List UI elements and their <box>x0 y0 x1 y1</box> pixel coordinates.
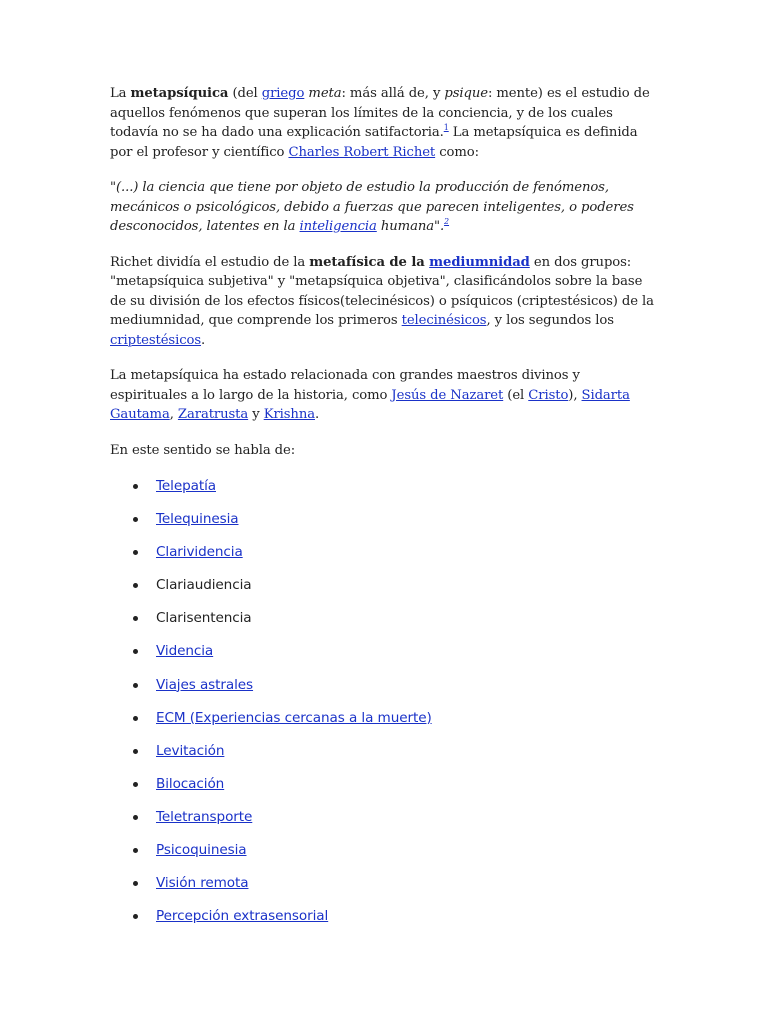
bullet-icon <box>133 914 138 919</box>
topic-label[interactable]: Telequinesia <box>156 511 239 528</box>
bullet-icon <box>133 716 138 721</box>
bullet-icon <box>133 683 138 688</box>
bullet-icon <box>133 749 138 754</box>
topic-label[interactable]: Psicoquinesia <box>156 842 247 859</box>
text: y <box>248 407 264 422</box>
list-item <box>110 774 654 807</box>
topic-label: Clariaudiencia <box>156 577 252 594</box>
text: La <box>110 86 131 101</box>
topics-list <box>110 476 654 939</box>
text: La metapsíquica es definida por el profesor y científico <box>110 125 638 160</box>
term-psique: psique <box>444 86 488 101</box>
text: Richet dividía el estudio de la <box>110 254 310 270</box>
text: ), <box>568 387 582 403</box>
link-sidarta-gautama[interactable]: Sidarta Gautama <box>110 387 630 422</box>
masters-paragraph <box>110 366 654 425</box>
list-item <box>110 873 654 906</box>
topic-label[interactable]: Videncia <box>156 643 214 660</box>
footnote-2[interactable]: 2 <box>444 217 450 226</box>
link-inteligencia[interactable]: inteligencia <box>299 219 377 234</box>
link-zaratrusta[interactable]: Zaratrusta <box>177 407 249 422</box>
list-item <box>110 509 654 542</box>
link-cristo[interactable]: Cristo <box>528 387 569 403</box>
bullet-icon <box>133 517 138 522</box>
topic-label[interactable]: Levitación <box>156 742 225 759</box>
bullet-icon <box>133 848 138 853</box>
footnote-1[interactable]: 1 <box>443 123 449 132</box>
text: (el <box>503 387 529 403</box>
list-item <box>110 741 654 774</box>
bullet-icon <box>133 649 138 654</box>
text: "(...) la ciencia que tiene por objeto de estudio la producción de fenómenos, mecánicos o psicológicos, debido a fuerzas que parecen inteligentes, o poderes desconocidos, latentes en la <box>110 180 634 234</box>
topic-label[interactable]: Percepción extrasensorial <box>156 908 329 925</box>
bullet-icon <box>133 616 138 621</box>
link-jesus-de-nazaret[interactable]: Jesús de Nazaret <box>391 387 504 403</box>
bullet-icon <box>133 881 138 886</box>
list-item <box>110 807 654 840</box>
list-item <box>110 708 654 741</box>
text: . <box>201 332 206 348</box>
link-krishna[interactable]: Krishna <box>263 407 315 422</box>
topic-label[interactable]: Teletransporte <box>156 808 253 825</box>
list-item <box>110 675 654 708</box>
text: : mente) es el estudio de aquellos fenómenos que superan los límites de la conciencia, y de los cuales todavía no se ha dado una explicación satifactoria. <box>110 86 650 140</box>
topic-label: Clarisentencia <box>156 610 252 627</box>
article-body <box>110 84 654 939</box>
bullet-icon <box>133 782 138 787</box>
intro-paragraph <box>110 84 654 162</box>
topic-label[interactable]: Bilocación <box>156 775 225 792</box>
list-item <box>110 840 654 873</box>
text: (del <box>228 86 262 101</box>
topic-label[interactable]: Telepatía <box>156 478 216 494</box>
text: , y los segundos los <box>486 313 614 328</box>
richet-quote <box>110 178 654 237</box>
list-item <box>110 542 654 575</box>
term-metapsiquica: metapsíquica <box>130 86 229 101</box>
text: en dos grupos: "metapsíquica subjetiva" y "metapsíquica objetiva", clasificándolos sobre la base de su división de los efectos físicos(telecinésicos) o psíquicos (criptestésicos) de la mediumnidad, que comprende los primeros <box>110 254 654 328</box>
text: . <box>314 407 320 422</box>
topic-label[interactable]: Visión remota <box>156 875 249 892</box>
term-meta: meta <box>308 86 342 101</box>
link-criptestesicos[interactable]: criptestésicos <box>110 332 202 348</box>
text: : más allá de, y <box>341 86 445 101</box>
bullet-icon <box>133 550 138 555</box>
richet-division-paragraph <box>110 253 654 351</box>
bullet-icon <box>133 583 138 588</box>
link-charles-robert-richet[interactable]: Charles Robert Richet <box>288 144 436 160</box>
topic-label[interactable]: Viajes astrales <box>156 676 254 693</box>
term-metafisica <box>309 255 530 270</box>
bullet-icon <box>133 815 138 820</box>
list-item <box>110 641 654 674</box>
topic-label[interactable]: ECM (Experiencias cercanas a la muerte) <box>156 709 432 726</box>
link-mediumnidad[interactable]: mediumnidad <box>429 254 530 270</box>
topic-label[interactable]: Clarividencia <box>156 544 243 561</box>
bullet-icon <box>133 484 138 489</box>
text: metafísica de la <box>309 254 430 270</box>
link-telecinesicos[interactable]: telecinésicos <box>401 313 487 328</box>
text: como: <box>435 144 479 160</box>
text: , <box>169 407 178 422</box>
text: La metapsíquica ha estado relacionada con grandes maestros divinos y espirituales a lo largo de la historia, como <box>110 368 580 403</box>
list-intro: En este sentido se habla de: <box>110 442 296 458</box>
list-item <box>110 608 654 641</box>
list-item <box>110 906 654 939</box>
list-item <box>110 476 654 509</box>
link-griego[interactable]: griego <box>261 86 305 101</box>
text: humana". <box>376 219 445 234</box>
list-item <box>110 575 654 608</box>
